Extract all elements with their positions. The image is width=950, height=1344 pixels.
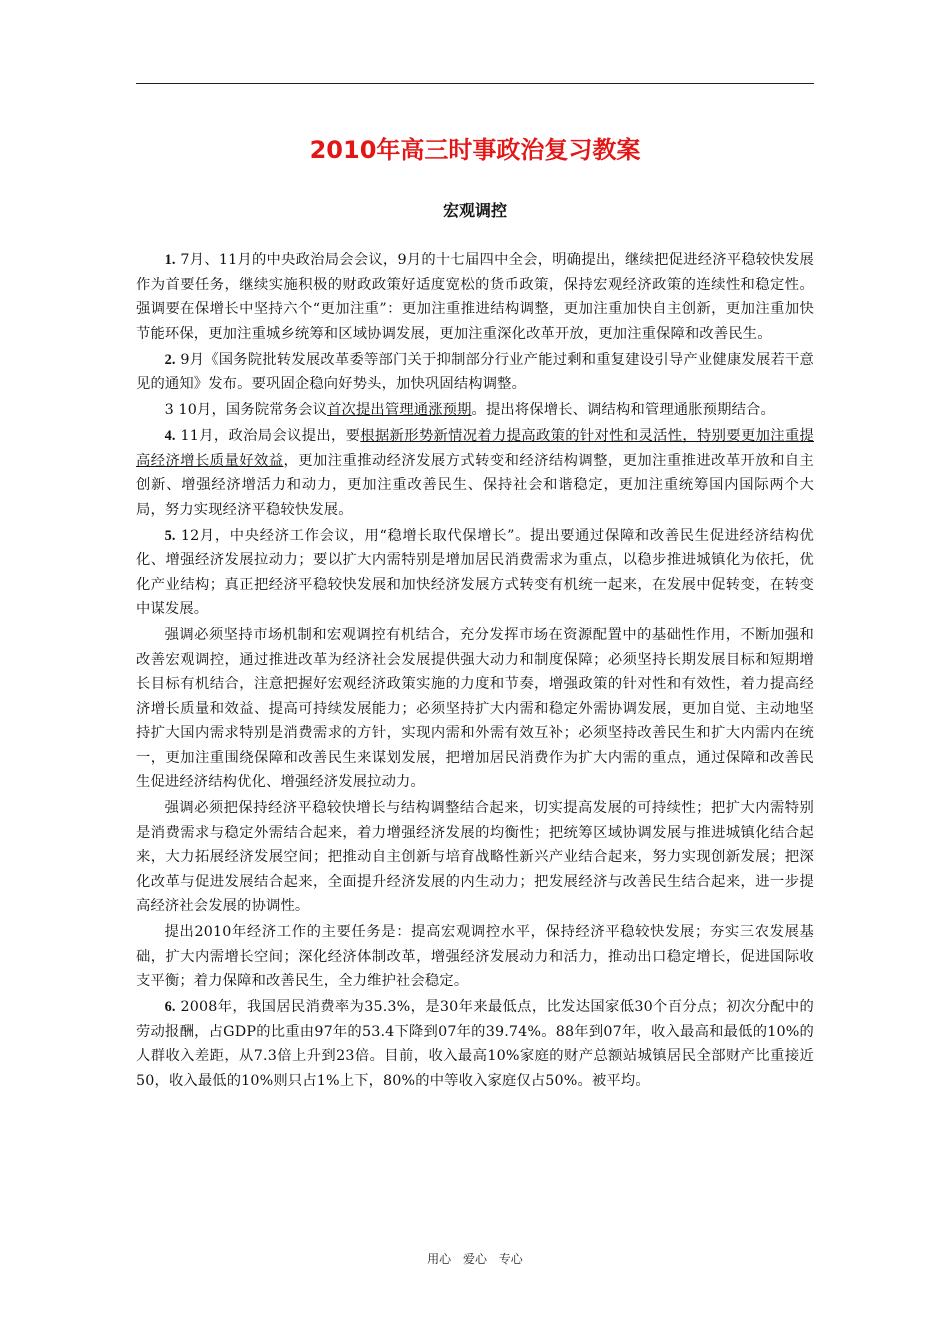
page-footer: 用心 爱心 专心: [427, 1252, 523, 1266]
paragraph-3: [136, 398, 814, 423]
paragraph-5: [136, 524, 814, 622]
section-title: 宏观调控: [442, 201, 507, 220]
underlined-text: 根据新形势新情况着力提高政策的针对性和灵活性，特别要更加注重提高经济增长质量好效益: [136, 428, 814, 469]
paragraph-9: [136, 995, 814, 1093]
paragraph-7: 强调必须把保持经济平稳较快增长与结构调整结合起来，切实提高发展的可持续性；把扩大内需特别是消费需求与稳定外需结合起来，着力增强经济发展的均衡性；把统筹区域协调发展与推进城镇化结合起来，大力拓展经济发展空间；把推动自主创新与培育战略性新兴产业结合起来，努力实现创新发展；把深化改革与促进发展结合起来，全面提升经济发展的内生动力；把发展经济与改善民生结合起来，进一步提高经济社会发展的协调性。: [136, 800, 814, 914]
item-number: 3: [164, 402, 174, 418]
paragraph-1: [136, 248, 814, 346]
item-number: 4.: [164, 428, 176, 444]
paragraph-text: 10月，国务院常务会议: [178, 402, 328, 418]
paragraph-text: 12月，中央经济工作会议，用“稳增长取代保增长”。提出要通过保障和改善民生促进经济结构优化、增强经济发展拉动力；要以扩大内需特别是增加居民消费需求为重点，以稳步推进城镇化为依托，优化产业结构；真正把经济平稳较快发展和加快经济发展方式转变有机统一起来，在发展中促转变，在转变中谋发展。: [136, 527, 814, 617]
document-title: 2010年高三时事政治复习教案: [309, 136, 641, 164]
paragraph-text: 。提出将保增长、调结构和管理通胀预期结合。: [471, 402, 775, 418]
paragraph-4: [136, 424, 814, 522]
paragraph-8: 提出2010年经济工作的主要任务是：提高宏观调控水平，保持经济平稳较快发展；夯实三农发展基础，扩大内需增长空间；深化经济体制改革，增强经济发展动力和活力，推动出口稳定增长，促进国际收支平衡；着力保障和改善民生，全力维护社会稳定。: [136, 924, 814, 989]
underlined-text: 首次提出管理通涨预期: [327, 402, 472, 418]
item-number: 6.: [164, 999, 176, 1015]
paragraph-6: 强调必须坚持市场机制和宏观调控有机结合，充分发挥市场在资源配置中的基础性作用，不断加强和改善宏观调控，通过推进改革为经济社会发展提供强大动力和制度保障；必须坚持长期发展目标和短期增长目标有机结合，注意把握好宏观经济政策实施的力度和节奏，增强政策的针对性和有效性，着力提高经济增长质量和效益、提高可持续发展能力；必须坚持扩大内需和稳定外需协调发展，更加自觉、主动地坚持扩大国内需求特别是消费需求的方针，实现内需和外需有效互补；必须坚持改善民生和扩大内需内在统一，更加注重围绕保障和改善民生来谋划发展，把增加居民消费作为扩大内需的重点，通过保障和改善民生促进经济结构优化、增强经济发展拉动力。: [136, 627, 814, 790]
paragraph-text: 9月《国务院批转发展改革委等部门关于抑制部分行业产能过剩和重复建设引导产业健康发展若干意见的通知》发布。要巩固企稳向好势头，加快巩固结构调整。: [136, 351, 814, 392]
paragraph-text: ，更加注重推动经济发展方式转变和经济结构调整，更加注重推进改革开放和自主创新、增强经济增活力和动力，更加注重改善民生、保持社会和谐稳定，更加注重统筹国内国际两个大局，努力实现经济平稳较快发展。: [136, 452, 815, 518]
item-number: 1.: [164, 252, 176, 268]
paragraph-text: 7月、11月的中央政治局会会议，9月的十七届四中全会，明确提出，继续把促进经济平稳较快发展作为首要任务，继续实施积极的财政政策好适度宽松的货币政策，保持宏观经济政策的连续性和稳定性。强调要在保增长中坚持六个“更加注重”：更加注重推进结构调整，更加注重加快自主创新，更加注重加快节能环保，更加注重城乡统筹和区域协调发展，更加注重深化改革开放，更加注重保障和改善民生。: [136, 252, 814, 342]
item-number: 2.: [164, 351, 176, 368]
header-rule: [136, 83, 814, 84]
paragraph-text: 11月，政治局会议提出，要: [180, 428, 361, 444]
item-number: 5.: [164, 527, 176, 544]
document-body: [136, 248, 814, 1095]
paragraph-2: [136, 348, 814, 397]
paragraph-text: 2008年，我国居民消费率为35.3%，是30年来最低点，比发达国家低30个百分点；初次分配中的劳动报酬，占GDP的比重由97年的53.4下降到07年的39.74%。88年到07年，收入最高和最低的10%的人群收入差距，从7.3倍上升到23倍。目前，收入最高10%家庭的财产总额站城镇居民全部财产比重接近50，收入最低的10%则只占1%上下，80%的中等收入家庭仅占50%。被平均。: [136, 999, 814, 1089]
